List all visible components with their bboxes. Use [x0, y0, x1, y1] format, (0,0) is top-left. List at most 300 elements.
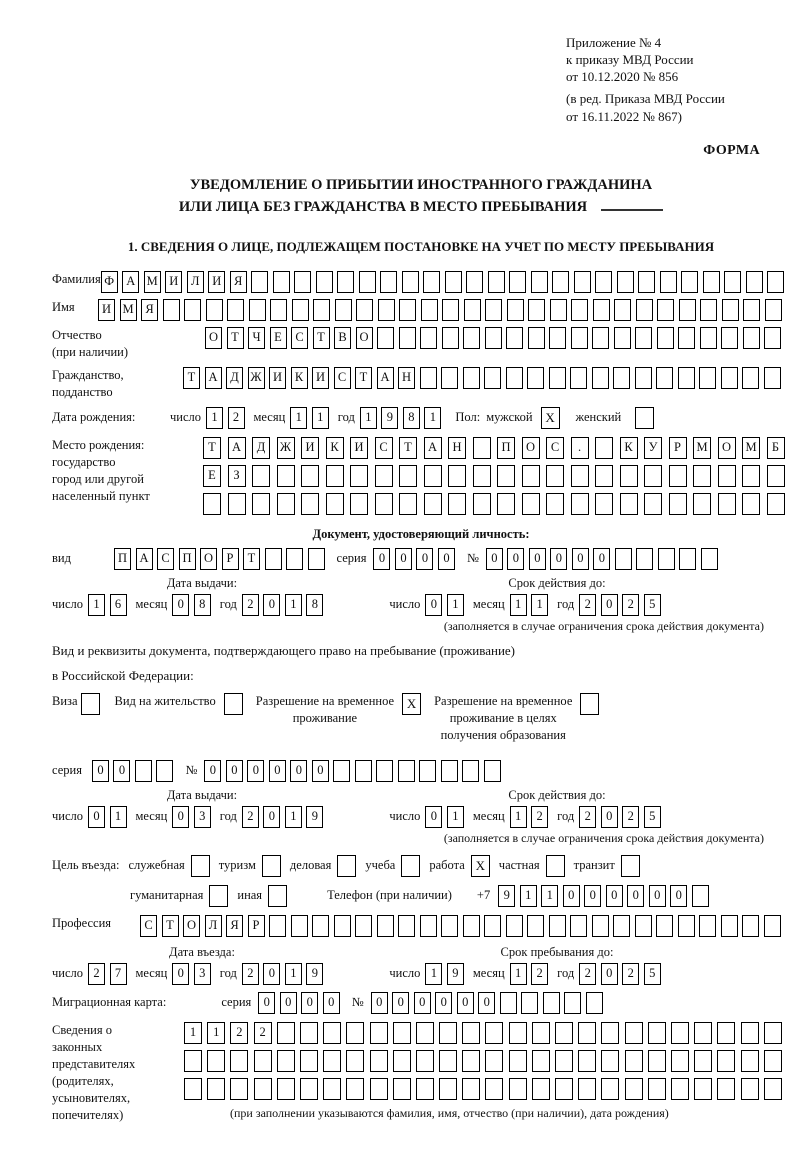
char-cell[interactable]: 1: [184, 1022, 202, 1044]
date-digit-cell[interactable]: 9: [306, 963, 323, 985]
char-cell[interactable]: [334, 915, 351, 937]
char-cell[interactable]: [717, 1022, 735, 1044]
date-digit-cell[interactable]: 0: [425, 594, 442, 616]
char-cell[interactable]: [578, 1022, 596, 1044]
char-cell[interactable]: В: [334, 327, 351, 349]
char-cell[interactable]: 0: [572, 548, 589, 570]
char-cell[interactable]: 0: [312, 760, 329, 782]
char-cell[interactable]: 0: [258, 992, 275, 1014]
char-cell[interactable]: 9: [498, 885, 515, 907]
char-cell[interactable]: [346, 1078, 364, 1100]
char-cell[interactable]: [636, 299, 653, 321]
char-cell[interactable]: [269, 915, 286, 937]
char-cell[interactable]: [764, 367, 781, 389]
char-cell[interactable]: И: [269, 367, 286, 389]
char-cell[interactable]: [617, 271, 634, 293]
char-cell[interactable]: [699, 367, 716, 389]
char-cell[interactable]: [462, 1050, 480, 1072]
char-cell[interactable]: О: [183, 915, 200, 937]
char-cell[interactable]: [532, 1078, 550, 1100]
char-cell[interactable]: Н: [448, 437, 466, 459]
char-cell[interactable]: А: [424, 437, 442, 459]
char-cell[interactable]: [497, 465, 515, 487]
char-cell[interactable]: [636, 548, 653, 570]
char-cell[interactable]: [571, 465, 589, 487]
char-cell[interactable]: П: [179, 548, 196, 570]
char-cell[interactable]: [638, 271, 655, 293]
char-cell[interactable]: Ж: [277, 437, 295, 459]
purpose-option-checkbox[interactable]: [268, 885, 287, 907]
char-cell[interactable]: 0: [395, 548, 412, 570]
char-cell[interactable]: И: [208, 271, 225, 293]
date-digit-cell[interactable]: 0: [172, 963, 189, 985]
char-cell[interactable]: [462, 760, 479, 782]
char-cell[interactable]: [254, 1078, 272, 1100]
char-cell[interactable]: [717, 1050, 735, 1072]
char-cell[interactable]: И: [301, 437, 319, 459]
char-cell[interactable]: [485, 1022, 503, 1044]
char-cell[interactable]: [722, 299, 739, 321]
char-cell[interactable]: И: [312, 367, 329, 389]
gender-female-checkbox[interactable]: [635, 407, 654, 429]
char-cell[interactable]: [743, 327, 760, 349]
char-cell[interactable]: [528, 327, 545, 349]
char-cell[interactable]: [207, 1078, 225, 1100]
char-cell[interactable]: Т: [313, 327, 330, 349]
char-cell[interactable]: [277, 1022, 295, 1044]
char-cell[interactable]: [671, 1078, 689, 1100]
char-cell[interactable]: [703, 271, 720, 293]
char-cell[interactable]: [399, 299, 416, 321]
char-cell[interactable]: [724, 271, 741, 293]
date-digit-cell[interactable]: 0: [172, 594, 189, 616]
char-cell[interactable]: 0: [392, 992, 409, 1014]
char-cell[interactable]: [718, 465, 736, 487]
char-cell[interactable]: [420, 327, 437, 349]
char-cell[interactable]: [333, 760, 350, 782]
char-cell[interactable]: [592, 367, 609, 389]
char-cell[interactable]: [423, 271, 440, 293]
char-cell[interactable]: [462, 1022, 480, 1044]
option-visa-checkbox[interactable]: [81, 693, 100, 715]
char-cell[interactable]: [614, 299, 631, 321]
char-cell[interactable]: Ч: [248, 327, 265, 349]
char-cell[interactable]: [593, 299, 610, 321]
char-cell[interactable]: [613, 367, 630, 389]
char-cell[interactable]: [509, 1050, 527, 1072]
char-cell[interactable]: [700, 327, 717, 349]
char-cell[interactable]: [743, 299, 760, 321]
char-cell[interactable]: [694, 1022, 712, 1044]
char-cell[interactable]: [721, 915, 738, 937]
char-cell[interactable]: [135, 760, 152, 782]
char-cell[interactable]: [741, 1050, 759, 1072]
char-cell[interactable]: [555, 1022, 573, 1044]
char-cell[interactable]: [721, 367, 738, 389]
date-digit-cell[interactable]: 2: [622, 594, 639, 616]
purpose-option-checkbox[interactable]: [191, 855, 210, 877]
date-digit-cell[interactable]: 9: [447, 963, 464, 985]
char-cell[interactable]: [767, 465, 785, 487]
char-cell[interactable]: 0: [371, 992, 388, 1014]
char-cell[interactable]: [742, 367, 759, 389]
char-cell[interactable]: [377, 915, 394, 937]
char-cell[interactable]: [464, 299, 481, 321]
char-cell[interactable]: [463, 367, 480, 389]
char-cell[interactable]: [528, 299, 545, 321]
char-cell[interactable]: 0: [92, 760, 109, 782]
purpose-option-checkbox[interactable]: [209, 885, 228, 907]
char-cell[interactable]: О: [205, 327, 222, 349]
char-cell[interactable]: [701, 548, 718, 570]
option-temp-residence-education-checkbox[interactable]: [580, 693, 599, 715]
char-cell[interactable]: [286, 548, 303, 570]
char-cell[interactable]: [265, 548, 282, 570]
char-cell[interactable]: [251, 271, 268, 293]
char-cell[interactable]: Ф: [101, 271, 118, 293]
char-cell[interactable]: [375, 493, 393, 515]
char-cell[interactable]: [601, 1078, 619, 1100]
char-cell[interactable]: 0: [226, 760, 243, 782]
char-cell[interactable]: [550, 299, 567, 321]
char-cell[interactable]: [227, 299, 244, 321]
char-cell[interactable]: [574, 271, 591, 293]
char-cell[interactable]: [764, 1022, 782, 1044]
date-digit-cell[interactable]: 1: [110, 806, 127, 828]
char-cell[interactable]: [206, 299, 223, 321]
char-cell[interactable]: [462, 1078, 480, 1100]
char-cell[interactable]: 1: [207, 1022, 225, 1044]
char-cell[interactable]: [370, 1078, 388, 1100]
char-cell[interactable]: [543, 992, 560, 1014]
char-cell[interactable]: [648, 1050, 666, 1072]
char-cell[interactable]: 0: [649, 885, 666, 907]
char-cell[interactable]: [156, 760, 173, 782]
char-cell[interactable]: [230, 1078, 248, 1100]
char-cell[interactable]: [485, 1050, 503, 1072]
char-cell[interactable]: 0: [416, 548, 433, 570]
char-cell[interactable]: [398, 915, 415, 937]
date-digit-cell[interactable]: 1: [290, 407, 307, 429]
char-cell[interactable]: [660, 271, 677, 293]
char-cell[interactable]: 0: [478, 992, 495, 1014]
char-cell[interactable]: [571, 493, 589, 515]
char-cell[interactable]: [326, 493, 344, 515]
char-cell[interactable]: [595, 437, 613, 459]
char-cell[interactable]: М: [120, 299, 137, 321]
char-cell[interactable]: 0: [438, 548, 455, 570]
char-cell[interactable]: [463, 915, 480, 937]
purpose-option-checkbox[interactable]: X: [471, 855, 490, 877]
char-cell[interactable]: [301, 493, 319, 515]
char-cell[interactable]: 2: [230, 1022, 248, 1044]
char-cell[interactable]: Т: [227, 327, 244, 349]
char-cell[interactable]: [184, 1050, 202, 1072]
char-cell[interactable]: [564, 992, 581, 1014]
char-cell[interactable]: [346, 1022, 364, 1044]
char-cell[interactable]: 1: [541, 885, 558, 907]
char-cell[interactable]: [657, 299, 674, 321]
date-digit-cell[interactable]: 2: [242, 594, 259, 616]
char-cell[interactable]: [549, 327, 566, 349]
char-cell[interactable]: И: [98, 299, 115, 321]
char-cell[interactable]: [767, 271, 784, 293]
char-cell[interactable]: [656, 915, 673, 937]
char-cell[interactable]: [484, 760, 501, 782]
char-cell[interactable]: М: [693, 437, 711, 459]
date-digit-cell[interactable]: 1: [285, 594, 302, 616]
char-cell[interactable]: [721, 327, 738, 349]
date-digit-cell[interactable]: 1: [206, 407, 223, 429]
char-cell[interactable]: [669, 493, 687, 515]
char-cell[interactable]: С: [375, 437, 393, 459]
char-cell[interactable]: [692, 885, 709, 907]
char-cell[interactable]: Т: [399, 437, 417, 459]
char-cell[interactable]: Т: [162, 915, 179, 937]
char-cell[interactable]: [393, 1022, 411, 1044]
char-cell[interactable]: [294, 271, 311, 293]
char-cell[interactable]: [270, 299, 287, 321]
char-cell[interactable]: [678, 327, 695, 349]
char-cell[interactable]: [439, 1078, 457, 1100]
char-cell[interactable]: [700, 299, 717, 321]
char-cell[interactable]: [277, 1078, 295, 1100]
char-cell[interactable]: [552, 271, 569, 293]
char-cell[interactable]: 0: [627, 885, 644, 907]
char-cell[interactable]: 0: [593, 548, 610, 570]
char-cell[interactable]: [326, 465, 344, 487]
char-cell[interactable]: [424, 493, 442, 515]
char-cell[interactable]: .: [571, 437, 589, 459]
char-cell[interactable]: [764, 915, 781, 937]
char-cell[interactable]: [355, 915, 372, 937]
char-cell[interactable]: [398, 760, 415, 782]
purpose-option-checkbox[interactable]: [621, 855, 640, 877]
char-cell[interactable]: [741, 1022, 759, 1044]
char-cell[interactable]: [742, 465, 760, 487]
char-cell[interactable]: Е: [270, 327, 287, 349]
purpose-option-checkbox[interactable]: [337, 855, 356, 877]
char-cell[interactable]: [497, 493, 515, 515]
char-cell[interactable]: [380, 271, 397, 293]
char-cell[interactable]: [620, 493, 638, 515]
char-cell[interactable]: [570, 915, 587, 937]
char-cell[interactable]: 0: [584, 885, 601, 907]
date-digit-cell[interactable]: 1: [312, 407, 329, 429]
char-cell[interactable]: [207, 1050, 225, 1072]
char-cell[interactable]: И: [165, 271, 182, 293]
char-cell[interactable]: [693, 493, 711, 515]
date-digit-cell[interactable]: 1: [424, 407, 441, 429]
char-cell[interactable]: [615, 548, 632, 570]
char-cell[interactable]: [442, 327, 459, 349]
char-cell[interactable]: 0: [486, 548, 503, 570]
char-cell[interactable]: 0: [507, 548, 524, 570]
char-cell[interactable]: [506, 367, 523, 389]
date-digit-cell[interactable]: 2: [228, 407, 245, 429]
char-cell[interactable]: [699, 915, 716, 937]
char-cell[interactable]: И: [350, 437, 368, 459]
char-cell[interactable]: [473, 493, 491, 515]
char-cell[interactable]: [488, 271, 505, 293]
char-cell[interactable]: Е: [203, 465, 221, 487]
date-digit-cell[interactable]: 0: [601, 594, 618, 616]
char-cell[interactable]: [448, 493, 466, 515]
char-cell[interactable]: [252, 465, 270, 487]
date-digit-cell[interactable]: 0: [425, 806, 442, 828]
char-cell[interactable]: [509, 271, 526, 293]
date-digit-cell[interactable]: 3: [194, 963, 211, 985]
purpose-option-checkbox[interactable]: [401, 855, 420, 877]
char-cell[interactable]: [764, 1078, 782, 1100]
char-cell[interactable]: 0: [301, 992, 318, 1014]
char-cell[interactable]: К: [326, 437, 344, 459]
char-cell[interactable]: [764, 327, 781, 349]
char-cell[interactable]: С: [546, 437, 564, 459]
char-cell[interactable]: Я: [141, 299, 158, 321]
char-cell[interactable]: [355, 760, 372, 782]
char-cell[interactable]: [555, 1078, 573, 1100]
char-cell[interactable]: С: [157, 548, 174, 570]
char-cell[interactable]: [586, 992, 603, 1014]
char-cell[interactable]: [485, 1078, 503, 1100]
date-digit-cell[interactable]: 9: [381, 407, 398, 429]
char-cell[interactable]: [549, 915, 566, 937]
char-cell[interactable]: [531, 271, 548, 293]
char-cell[interactable]: [377, 327, 394, 349]
char-cell[interactable]: [445, 271, 462, 293]
option-residence-permit-checkbox[interactable]: [224, 693, 243, 715]
char-cell[interactable]: А: [136, 548, 153, 570]
char-cell[interactable]: [252, 493, 270, 515]
date-digit-cell[interactable]: 0: [172, 806, 189, 828]
char-cell[interactable]: 0: [563, 885, 580, 907]
char-cell[interactable]: [578, 1050, 596, 1072]
char-cell[interactable]: П: [497, 437, 515, 459]
char-cell[interactable]: [742, 915, 759, 937]
char-cell[interactable]: [613, 915, 630, 937]
char-cell[interactable]: [694, 1078, 712, 1100]
date-digit-cell[interactable]: 2: [242, 806, 259, 828]
char-cell[interactable]: [595, 465, 613, 487]
char-cell[interactable]: [717, 1078, 735, 1100]
date-digit-cell[interactable]: 2: [88, 963, 105, 985]
char-cell[interactable]: [485, 299, 502, 321]
char-cell[interactable]: 0: [323, 992, 340, 1014]
char-cell[interactable]: [228, 493, 246, 515]
char-cell[interactable]: 2: [254, 1022, 272, 1044]
char-cell[interactable]: [346, 1050, 364, 1072]
date-digit-cell[interactable]: 1: [285, 963, 302, 985]
date-digit-cell[interactable]: 8: [403, 407, 420, 429]
date-digit-cell[interactable]: 5: [644, 594, 661, 616]
char-cell[interactable]: [571, 327, 588, 349]
char-cell[interactable]: [648, 1078, 666, 1100]
char-cell[interactable]: [644, 465, 662, 487]
char-cell[interactable]: [592, 915, 609, 937]
char-cell[interactable]: Т: [203, 437, 221, 459]
char-cell[interactable]: [184, 299, 201, 321]
char-cell[interactable]: [419, 760, 436, 782]
char-cell[interactable]: [570, 367, 587, 389]
char-cell[interactable]: [441, 915, 458, 937]
char-cell[interactable]: [485, 327, 502, 349]
char-cell[interactable]: [671, 1022, 689, 1044]
char-cell[interactable]: [356, 299, 373, 321]
char-cell[interactable]: [441, 367, 458, 389]
char-cell[interactable]: [163, 299, 180, 321]
char-cell[interactable]: О: [522, 437, 540, 459]
char-cell[interactable]: [681, 271, 698, 293]
char-cell[interactable]: [335, 299, 352, 321]
char-cell[interactable]: [337, 271, 354, 293]
char-cell[interactable]: [509, 1078, 527, 1100]
char-cell[interactable]: Т: [243, 548, 260, 570]
char-cell[interactable]: [484, 915, 501, 937]
char-cell[interactable]: Т: [183, 367, 200, 389]
gender-male-checkbox[interactable]: X: [541, 407, 560, 429]
char-cell[interactable]: 0: [670, 885, 687, 907]
char-cell[interactable]: [635, 367, 652, 389]
purpose-option-checkbox[interactable]: [262, 855, 281, 877]
char-cell[interactable]: [370, 1050, 388, 1072]
char-cell[interactable]: Р: [248, 915, 265, 937]
date-digit-cell[interactable]: 1: [510, 963, 527, 985]
char-cell[interactable]: [764, 1050, 782, 1072]
char-cell[interactable]: [473, 437, 491, 459]
char-cell[interactable]: [292, 299, 309, 321]
char-cell[interactable]: [277, 465, 295, 487]
char-cell[interactable]: [625, 1022, 643, 1044]
char-cell[interactable]: [300, 1050, 318, 1072]
char-cell[interactable]: [546, 465, 564, 487]
date-digit-cell[interactable]: 1: [447, 806, 464, 828]
char-cell[interactable]: [657, 327, 674, 349]
char-cell[interactable]: 0: [606, 885, 623, 907]
char-cell[interactable]: [448, 465, 466, 487]
char-cell[interactable]: [473, 465, 491, 487]
char-cell[interactable]: А: [205, 367, 222, 389]
char-cell[interactable]: [249, 299, 266, 321]
char-cell[interactable]: У: [644, 437, 662, 459]
char-cell[interactable]: А: [228, 437, 246, 459]
char-cell[interactable]: [399, 493, 417, 515]
char-cell[interactable]: А: [377, 367, 394, 389]
char-cell[interactable]: К: [620, 437, 638, 459]
date-digit-cell[interactable]: 1: [447, 594, 464, 616]
char-cell[interactable]: [678, 915, 695, 937]
char-cell[interactable]: М: [742, 437, 760, 459]
char-cell[interactable]: [741, 1078, 759, 1100]
date-digit-cell[interactable]: 2: [579, 963, 596, 985]
char-cell[interactable]: Л: [205, 915, 222, 937]
date-digit-cell[interactable]: 2: [531, 963, 548, 985]
date-digit-cell[interactable]: 7: [110, 963, 127, 985]
purpose-option-checkbox[interactable]: [546, 855, 565, 877]
char-cell[interactable]: [308, 548, 325, 570]
date-digit-cell[interactable]: 1: [531, 594, 548, 616]
char-cell[interactable]: Н: [398, 367, 415, 389]
char-cell[interactable]: [420, 915, 437, 937]
date-digit-cell[interactable]: 2: [531, 806, 548, 828]
char-cell[interactable]: [230, 1050, 248, 1072]
char-cell[interactable]: [484, 367, 501, 389]
char-cell[interactable]: А: [122, 271, 139, 293]
char-cell[interactable]: М: [144, 271, 161, 293]
char-cell[interactable]: [693, 465, 711, 487]
char-cell[interactable]: [399, 327, 416, 349]
char-cell[interactable]: Т: [355, 367, 372, 389]
